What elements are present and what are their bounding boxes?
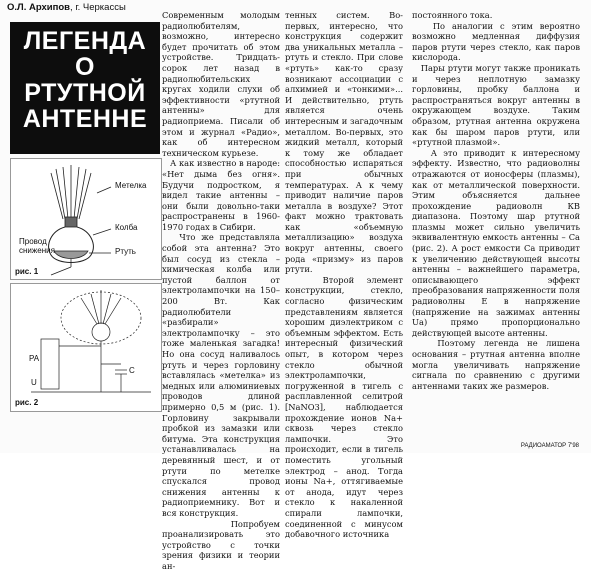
figure-2-label: рис. 2 <box>15 398 39 407</box>
title-line-2: О <box>75 53 95 81</box>
article-title-block <box>10 22 160 154</box>
plasma-capacitance-drawing <box>11 284 161 411</box>
title-line-4: АНТЕННЕ <box>22 105 148 133</box>
callout-flask: Колба <box>115 223 138 232</box>
page-footer: РАДИОАМАТОР 7'98 <box>520 443 579 449</box>
callout-capacitance: C <box>129 366 135 375</box>
author-city: г. Черкассы <box>75 2 126 13</box>
article-column-1: Современным молодым радиолюбителям, возможно, интересно будет прочитать об этом устройстве. Тридцать-сорок лет назад в радиолюбительских кругах ходили слухи об эффективности «ртутной антенны» для радиоприема. Писали об этом и журнал «Радио», как об интересном техническом курьезе. А как известно в народе: «Нет дыма без огня». Будучи подростком, я видел такие антенны – они были довольно-таки распространены в 1960-1970 годах в Сибири. Что же представляла собой эта антенна? Это был сосуд из стекла – химическая колба или пустой баллон от электролампочки на 150–200 Вт. Как радиолюбители «разбирали» электролампочку – это тоже маленькая загадка! Но она сосуд наливалось ртуть и через горловину вставлялась «метелка» из медных или алюминиевых проводов длиной примерно 0,5 м (рис. 1). Горловину закрывали пробкой из замазки или битума. Эта конструкция устанавливалась на деревянный шест, и от ртути по метелке спускался провод снижения антенны к радиоприемнику. Вот и вся конструкция. Попробуем проанализировать это устройство с точки зрения физики и теории ан- <box>162 10 280 571</box>
callout-receiver: PA <box>29 354 40 363</box>
callout-broom: Метелка <box>115 181 147 190</box>
title-line-3: РТУТНОЙ <box>24 79 146 107</box>
article-column-3: постоянного тока. По аналогии с этим вероятно возможно медленная диффузия паров ртути через стекло, как паров кислорода. Пары ртути могут также проникать и через неплотную замазку горловины, пробку баллона и распространяться вокруг антенны в окружающем воздухе. Таким образом, ртутная антенна окружена как бы шаром паров ртути, или «ртутной плазмой». А это приводит к интересному эффекту. Известно, что радиоволны отражаются от ионосферы (плазмы), как от металлической поверхности. Этим объясняется дальнее прохождение радиоволн КВ диапазона. Поэтому шар ртутной плазмы может сильно увеличить эквивалентную емкость антенны – Сa (рис. 2). А рост емкости Сa приводит к увеличению действующей высоты антенны – важнейшего параметра, описывающего эффект преобразования напряженности поля радиоволны Е в напряжение (напряжение на зажимах антенны Uа) прямо пропорционально действующей высоте антенны. Поэтому легенда не лишена основания – ртутная антенна вполне могла увеличивать напряжение сигнала по сравнению с другими антеннами таких же размеров. <box>412 10 580 391</box>
figure-2 <box>10 283 162 412</box>
callout-downlead: Провод снижения <box>19 237 55 255</box>
mercury-antenna-drawing <box>11 159 161 279</box>
figure-1 <box>10 158 162 280</box>
callout-mercury: Ртуть <box>115 247 136 256</box>
byline: О.Л. Архипов, г. Черкассы <box>7 2 126 13</box>
figure-1-label: рис. 1 <box>15 267 39 276</box>
title-line-1: ЛЕГЕНДА <box>23 27 147 55</box>
callout-voltage: U <box>31 378 37 387</box>
article-column-2: тенных систем. Во-первых, интересно, что конструкция содержит два уникальных металла – ртуть и стекло. При слове «ртуть» как-то сразу возникают ассоциации с алхимией и «тонкими»... И действительно, ртуть является очень интересным и загадочным металлом. Во-первых, это жидкий металл, который к тому же обладает способностью испаряться при обычных температурах. А к чему приводит наличие паров металла в воздухе? Этот факт можно трактовать как «объемную металлизацию» воздуха вокруг антенны, своего рода «призму» из паров ртути. Второй элемент конструкции, стекло, согласно физическим представлениям является хорошим диэлектриком с объемным эффектом. Есть интересный физический опыт, в котором через стекло обычной электролампочки, погруженной в тигель с расплавленной селитрой [NaNO3], наблюдается прохождение ионов Na+ сквозь через стекло лампочки. Это происходит, если в тигель поместить угольный электрод – анод. Тогда ионы Na+, оттягиваемые от анода, идут через стекло к накаленной спирали лампочки, соединенной с минусом добавочного источника <box>285 10 403 540</box>
author-name: О.Л. Архипов <box>7 2 71 13</box>
